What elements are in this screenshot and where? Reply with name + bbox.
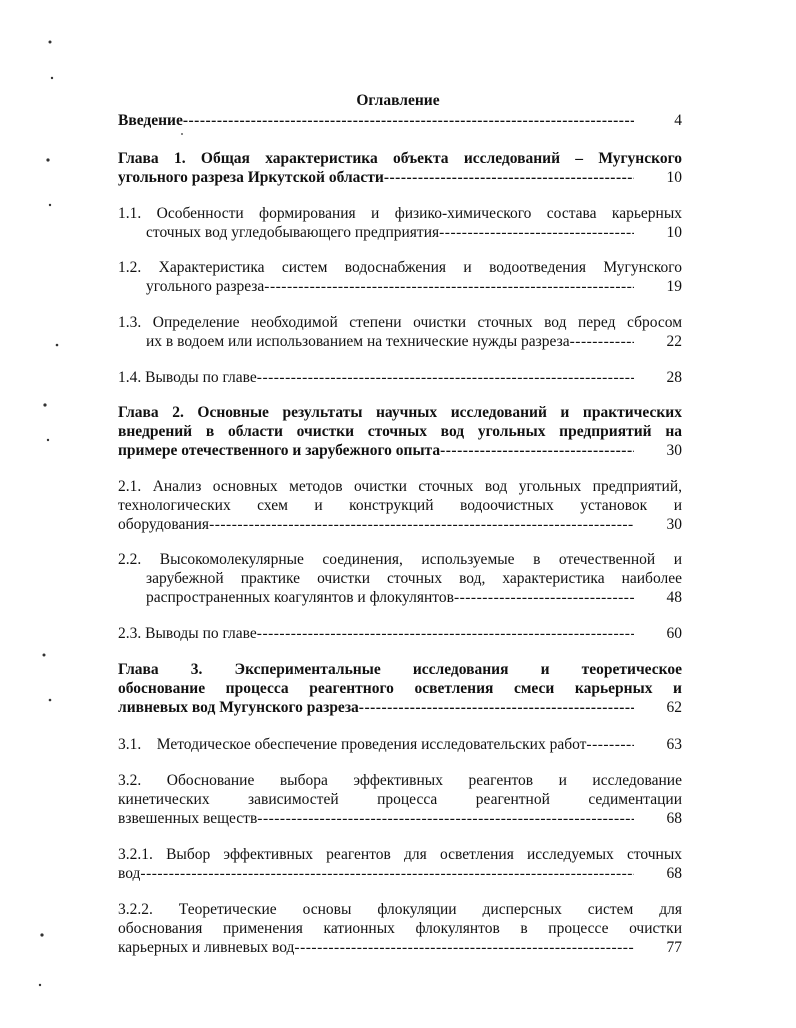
toc-entry-chapter-1[interactable] (118, 149, 682, 187)
entry-text: 2.3. Выводы по главе (118, 625, 257, 642)
entry-text: 3.2. Обоснование выбора эффективных реагентов и исследование (118, 772, 682, 789)
page-number: 48 (666, 589, 682, 606)
entry-text: Введение (118, 112, 183, 129)
leader-dots (384, 168, 634, 187)
entry-text: угольного разреза (146, 278, 265, 295)
page-number: 4 (674, 112, 682, 129)
entry-text: взвешенных веществ (118, 810, 258, 827)
page-number: 30 (666, 442, 682, 459)
entry-text: примере отечественного и зарубежного опыта (118, 442, 441, 459)
leader-dots (183, 111, 634, 130)
entry-text: 3.1. Методическое обеспечение проведения исследовательских работ (118, 736, 587, 753)
entry-text: 2.2. Высокомолекулярные соединения, используемые в отечественной и (118, 551, 682, 568)
leader-dots (454, 588, 634, 607)
leader-dots (570, 332, 634, 351)
entry-text: 3.2.2. Теоретические основы флокуляции дисперсных систем для (118, 901, 682, 918)
entry-text: вод (118, 865, 141, 882)
entry-text: Глава 2. Основные результаты научных исследований и практических (118, 404, 682, 421)
entry-text: обоснование процесса реагентного осветления смеси карьерных и (118, 680, 682, 697)
entry-text: зарубежной практике очистки сточных вод, характеристика наиболее (146, 570, 682, 587)
page-number: 77 (666, 939, 682, 956)
entry-text: 1.4. Выводы по главе (118, 369, 257, 386)
leader-dots (586, 735, 634, 754)
leader-dots (257, 809, 634, 828)
entry-text: ливневых вод Мугунского разреза (118, 699, 359, 716)
entry-text: угольного разреза Иркутской области (118, 169, 384, 186)
page-number: 10 (666, 169, 682, 186)
toc-entry-section-2-2[interactable] (118, 550, 682, 607)
leader-dots (294, 938, 634, 957)
page-number: 60 (666, 625, 682, 642)
entry-text: оборудования (118, 516, 210, 533)
page-number: 28 (666, 369, 682, 386)
entry-text: Глава 1. Общая характеристика объекта исследований – Мугунского (118, 150, 682, 167)
entry-text: распространенных коагулянтов и флокулянтов (146, 589, 454, 606)
toc-entry-section-2-1[interactable] (118, 477, 682, 534)
leader-dots (257, 368, 634, 387)
toc-entry-section-3-2[interactable] (118, 771, 682, 828)
page-number: 22 (666, 333, 682, 350)
toc-entry-section-2-3[interactable] (118, 624, 682, 643)
entry-text: технологических схем и конструкций водоочистных установок и (118, 497, 682, 514)
toc-entry-section-3-1[interactable] (118, 735, 682, 754)
toc-entry-section-3-2-1[interactable] (118, 845, 682, 883)
toc-entry-section-1-4[interactable] (118, 368, 682, 387)
entry-text: обоснования применения катионных флокулянтов в процессе очистки (118, 920, 682, 937)
toc-entry-introduction[interactable] (118, 111, 682, 130)
page-number: 62 (666, 699, 682, 716)
entry-text: сточных вод угледобывающего предприятия (146, 224, 440, 241)
toc-entry-section-1-3[interactable] (118, 313, 682, 351)
entry-text: их в водоем или использованием на технические нужды разреза (146, 333, 570, 350)
page-number: 68 (666, 810, 682, 827)
toc-entry-section-1-1[interactable] (118, 204, 682, 242)
toc-entry-chapter-3[interactable] (118, 660, 682, 717)
leader-dots (140, 864, 634, 883)
leader-dots (257, 624, 634, 643)
page-number: 68 (666, 865, 682, 882)
leader-dots (440, 441, 634, 460)
page-number: 10 (666, 224, 682, 241)
toc-title: Оглавление (356, 92, 440, 109)
entry-text: 1.3. Определение необходимой степени очистки сточных вод перед сбросом (118, 314, 682, 331)
entry-text: 3.2.1. Выбор эффективных реагентов для осветления исследуемых сточных (118, 846, 682, 863)
leader-dots (439, 223, 634, 242)
entry-text: 2.1. Анализ основных методов очистки сточных вод угольных предприятий, (118, 478, 682, 495)
leader-dots (359, 698, 634, 717)
entry-text: карьерных и ливневых вод (118, 939, 295, 956)
toc-entry-section-1-2[interactable] (118, 258, 682, 296)
page-number: 19 (666, 278, 682, 295)
leader-dots (209, 515, 634, 534)
toc-entry-chapter-2[interactable] (118, 403, 682, 460)
page-number: 30 (666, 516, 682, 533)
entry-text: Глава 3. Экспериментальные исследования и теоретическое (118, 661, 682, 678)
entry-text: 1.2. Характеристика систем водоснабжения и водоотведения Мугунского (118, 259, 682, 276)
toc-entry-section-3-2-2[interactable] (118, 900, 682, 957)
leader-dots (264, 277, 634, 296)
page-number: 63 (666, 736, 682, 753)
entry-text: внедрений в области очистки сточных вод угольных предприятий на (118, 423, 682, 440)
entry-text: кинетических зависимостей процесса реагентной седиментации (118, 791, 682, 808)
entry-text: 1.1. Особенности формирования и физико-химического состава карьерных (118, 205, 682, 222)
